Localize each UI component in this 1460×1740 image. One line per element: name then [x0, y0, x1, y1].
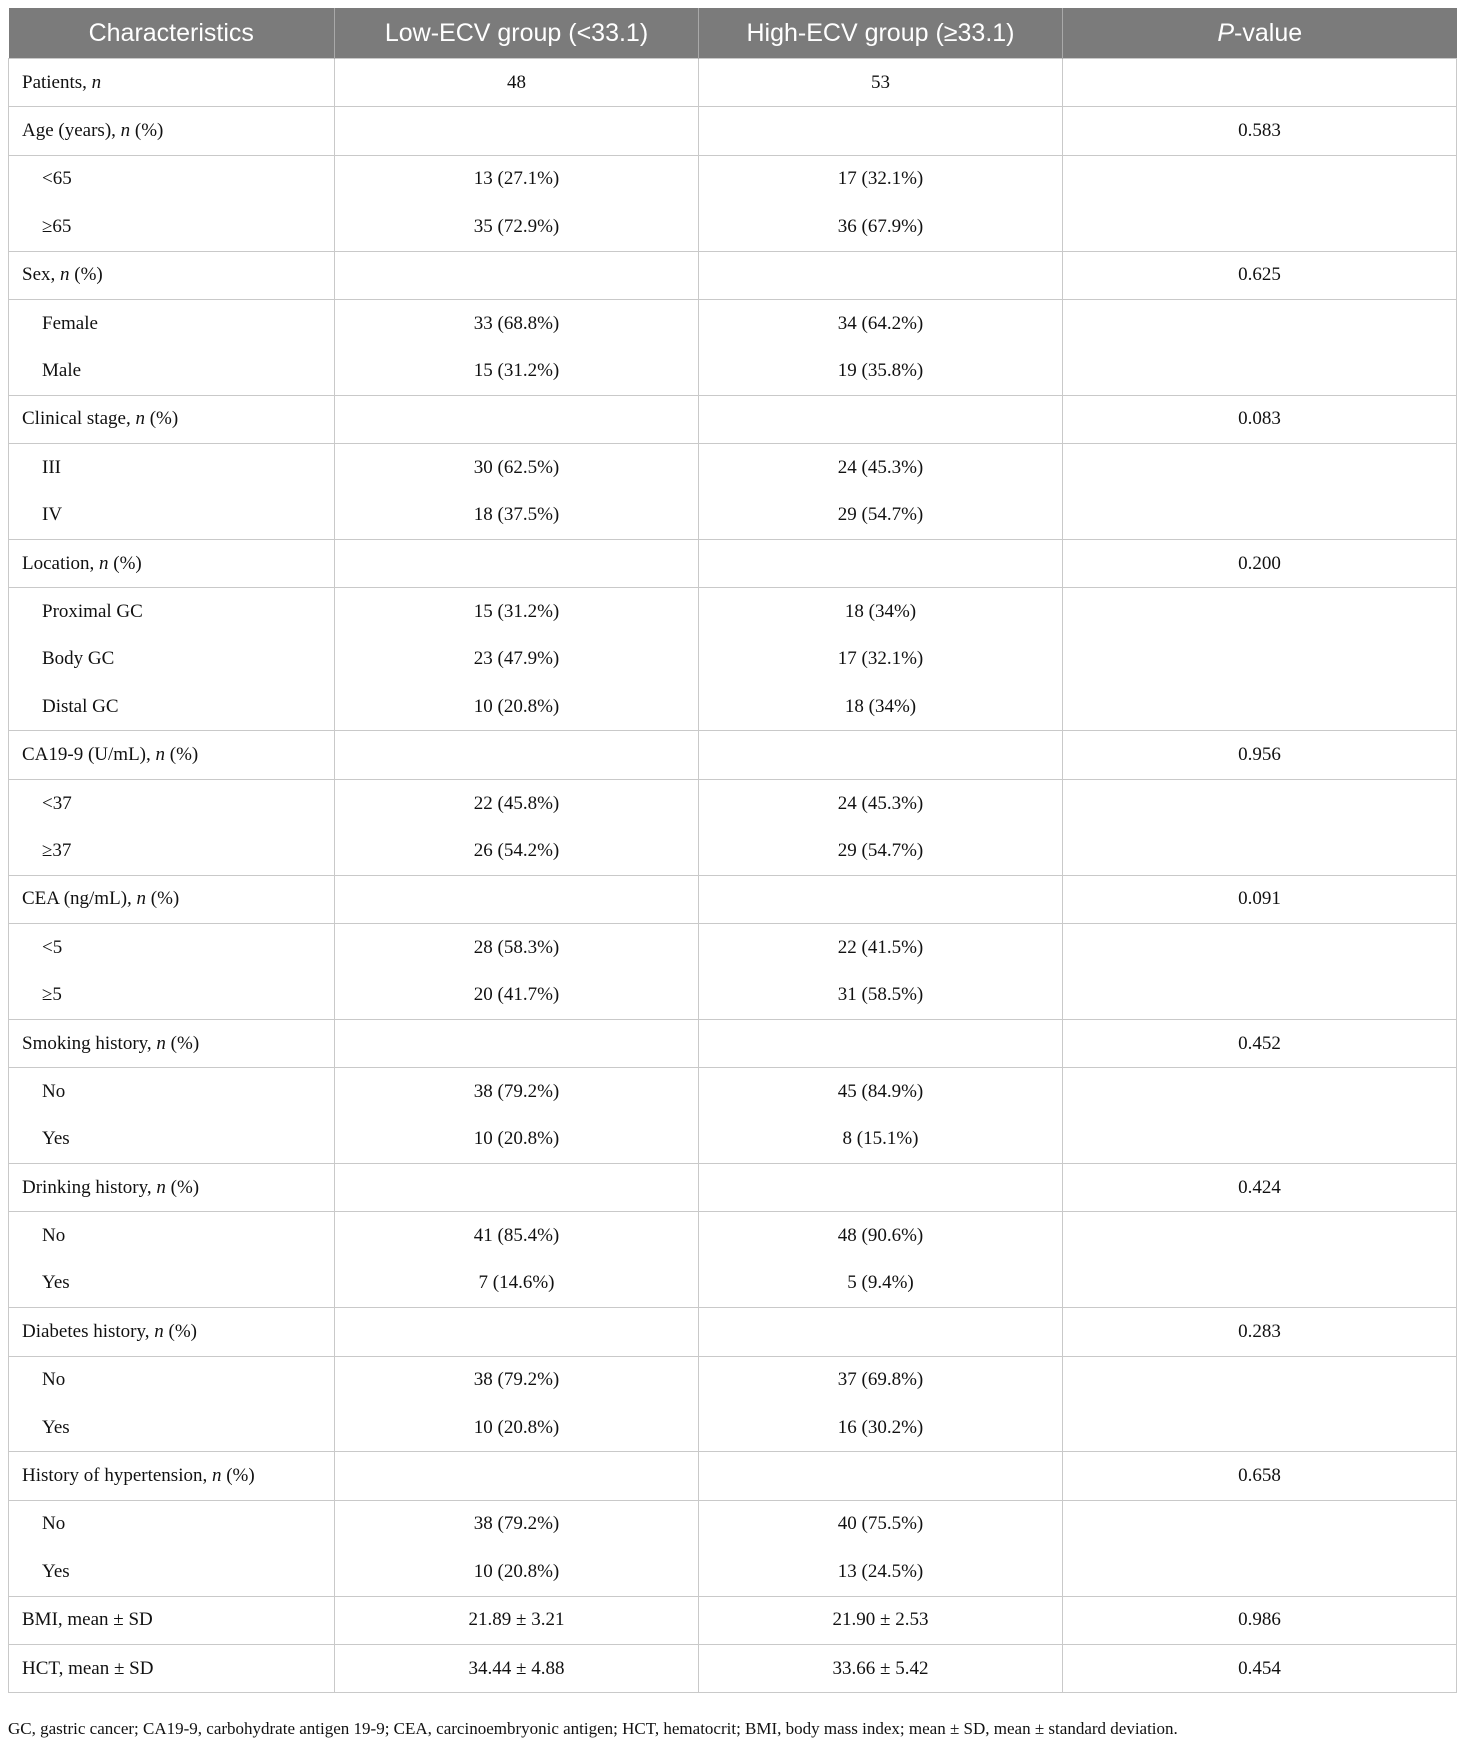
table-row [9, 1356, 1457, 1404]
high-ecv-cell: 19 (35.8%) [699, 347, 1063, 395]
row-label-italic: n [156, 1032, 166, 1054]
high-ecv-cell [699, 731, 1063, 779]
high-ecv-cell [699, 1019, 1063, 1067]
row-label-suffix: (%) [165, 1176, 200, 1198]
table-row [9, 971, 1457, 1019]
high-ecv-cell: 53 [699, 59, 1063, 107]
high-ecv-cell: 48 (90.6%) [699, 1212, 1063, 1260]
row-label-italic: n [120, 120, 131, 142]
low-ecv-cell: 34.44 ± 4.88 [335, 1644, 699, 1692]
high-ecv-cell [699, 539, 1063, 587]
row-label-text: Sex, [22, 264, 60, 286]
row-label [9, 924, 335, 972]
table-row [9, 1548, 1457, 1596]
table-footnote: GC, gastric cancer; CA19-9, carbohydrate antigen 19-9; CEA, carcinoembryonic antigen; HCT, hematocrit; BMI, body mass index; mean ± SD, mean ± standard deviation. [8, 1719, 1178, 1738]
table-row [9, 779, 1457, 827]
high-ecv-cell: 5 (9.4%) [699, 1260, 1063, 1308]
table-row [9, 1212, 1457, 1260]
low-ecv-cell: 10 (20.8%) [335, 683, 699, 731]
row-label [9, 347, 335, 395]
row-label [9, 1596, 335, 1644]
p-value-cell [1063, 1404, 1457, 1452]
row-label-text: Yes [42, 1272, 70, 1294]
row-label-italic: n [136, 888, 147, 910]
row-label-text: Body GC [42, 648, 115, 670]
p-value-cell [1063, 924, 1457, 972]
row-label [9, 636, 335, 683]
row-label-text: ≥65 [42, 215, 72, 237]
table-row [9, 395, 1457, 443]
low-ecv-cell: 22 (45.8%) [335, 779, 699, 827]
low-ecv-cell: 21.89 ± 3.21 [335, 1596, 699, 1644]
table-row [9, 731, 1457, 779]
row-label-text: CA19-9 (U/mL), [22, 744, 156, 766]
low-ecv-cell: 15 (31.2%) [335, 588, 699, 636]
p-value-cell [1063, 347, 1457, 395]
row-label-text: Proximal GC [42, 600, 143, 622]
high-ecv-cell: 13 (24.5%) [699, 1548, 1063, 1596]
low-ecv-cell [335, 395, 699, 443]
table-row [9, 875, 1457, 923]
row-label [9, 299, 335, 347]
table-row [9, 539, 1457, 587]
row-label [9, 395, 335, 443]
low-ecv-cell [335, 1163, 699, 1211]
row-label-italic: n [155, 744, 166, 766]
row-label-text: CEA (ng/mL), [22, 888, 137, 910]
low-ecv-cell: 38 (79.2%) [335, 1068, 699, 1116]
table-header-row [9, 8, 1457, 59]
row-label [9, 1500, 335, 1548]
row-label-italic: n [211, 1465, 222, 1487]
table-row [9, 636, 1457, 683]
p-value-cell: 0.583 [1063, 107, 1457, 155]
row-label-text: No [42, 1369, 66, 1391]
p-value-cell: 0.956 [1063, 731, 1457, 779]
row-label-text: No [42, 1080, 66, 1102]
row-label [9, 1404, 335, 1452]
high-ecv-cell: 33.66 ± 5.42 [699, 1644, 1063, 1692]
row-label-text: Male [42, 360, 82, 382]
header-characteristics: Characteristics [9, 8, 335, 59]
high-ecv-cell: 16 (30.2%) [699, 1404, 1063, 1452]
row-label-text: Yes [42, 1416, 70, 1438]
low-ecv-cell: 10 (20.8%) [335, 1548, 699, 1596]
row-label [9, 827, 335, 875]
low-ecv-cell: 38 (79.2%) [335, 1356, 699, 1404]
row-label-text: Drinking history, [22, 1176, 157, 1198]
low-ecv-cell: 23 (47.9%) [335, 636, 699, 683]
p-value-cell [1063, 827, 1457, 875]
table-row [9, 1404, 1457, 1452]
high-ecv-cell: 22 (41.5%) [699, 924, 1063, 972]
row-label-suffix: (%) [163, 1320, 198, 1342]
low-ecv-cell: 33 (68.8%) [335, 299, 699, 347]
row-label [9, 1548, 335, 1596]
high-ecv-cell: 34 (64.2%) [699, 299, 1063, 347]
high-ecv-cell: 40 (75.5%) [699, 1500, 1063, 1548]
table-row [9, 492, 1457, 540]
row-label [9, 1308, 335, 1356]
row-label-italic: n [99, 552, 109, 574]
low-ecv-cell: 38 (79.2%) [335, 1500, 699, 1548]
p-value-cell [1063, 1356, 1457, 1404]
p-value-cell [1063, 1548, 1457, 1596]
high-ecv-cell: 18 (34%) [699, 683, 1063, 731]
row-label-text: <5 [42, 936, 63, 958]
low-ecv-cell: 10 (20.8%) [335, 1404, 699, 1452]
row-label-italic: n [135, 408, 145, 430]
row-label-suffix: (%) [165, 1032, 200, 1054]
low-ecv-cell [335, 1019, 699, 1067]
low-ecv-cell: 7 (14.6%) [335, 1260, 699, 1308]
high-ecv-cell: 36 (67.9%) [699, 203, 1063, 251]
low-ecv-cell [335, 107, 699, 155]
row-label [9, 683, 335, 731]
high-ecv-cell: 17 (32.1%) [699, 155, 1063, 203]
table-row [9, 1116, 1457, 1164]
high-ecv-cell: 24 (45.3%) [699, 779, 1063, 827]
high-ecv-cell: 17 (32.1%) [699, 636, 1063, 683]
p-value-cell: 0.625 [1063, 251, 1457, 299]
row-label-suffix: (%) [108, 552, 142, 574]
row-label-text: No [42, 1225, 66, 1247]
p-value-cell [1063, 59, 1457, 107]
p-value-cell [1063, 1212, 1457, 1260]
row-label-text: Smoking history, [22, 1032, 157, 1054]
row-label-suffix: (%) [165, 744, 199, 766]
low-ecv-cell [335, 251, 699, 299]
table-row [9, 107, 1457, 155]
row-label [9, 1068, 335, 1116]
row-label-text: Female [42, 312, 98, 334]
high-ecv-cell: 24 (45.3%) [699, 444, 1063, 492]
high-ecv-cell: 45 (84.9%) [699, 1068, 1063, 1116]
row-label-italic: n [91, 71, 102, 93]
p-value-cell [1063, 1116, 1457, 1164]
row-label-text: ≥5 [42, 984, 62, 1006]
p-value-cell: 0.091 [1063, 875, 1457, 923]
row-label-text: ≥37 [42, 839, 72, 861]
table-row [9, 155, 1457, 203]
table-row [9, 299, 1457, 347]
row-label [9, 588, 335, 636]
row-label-text: IV [42, 504, 63, 526]
table-row [9, 683, 1457, 731]
table-row [9, 444, 1457, 492]
table-row [9, 1260, 1457, 1308]
row-label [9, 1452, 335, 1500]
p-value-cell [1063, 1068, 1457, 1116]
row-label-text: Patients, [22, 71, 92, 93]
low-ecv-cell: 15 (31.2%) [335, 347, 699, 395]
p-value-cell: 0.454 [1063, 1644, 1457, 1692]
row-label [9, 875, 335, 923]
low-ecv-cell [335, 731, 699, 779]
row-label [9, 1260, 335, 1308]
header-p-value [1063, 8, 1457, 59]
row-label-text: <37 [42, 792, 72, 814]
p-value-cell [1063, 492, 1457, 540]
row-label-text: Distal GC [42, 695, 119, 717]
table-row [9, 347, 1457, 395]
row-label [9, 155, 335, 203]
table-row [9, 1596, 1457, 1644]
low-ecv-cell: 10 (20.8%) [335, 1116, 699, 1164]
header-p-rest: -value [1234, 18, 1303, 47]
table-row [9, 1019, 1457, 1067]
table-row [9, 203, 1457, 251]
high-ecv-cell [699, 1163, 1063, 1211]
high-ecv-cell [699, 1308, 1063, 1356]
table-row [9, 588, 1457, 636]
table-row [9, 1068, 1457, 1116]
row-label-text: HCT, mean ± SD [22, 1657, 154, 1679]
row-label [9, 203, 335, 251]
row-label-text: Age (years), [22, 120, 121, 142]
p-value-cell [1063, 203, 1457, 251]
row-label-text: <65 [42, 168, 72, 190]
row-label [9, 539, 335, 587]
low-ecv-cell: 20 (41.7%) [335, 971, 699, 1019]
row-label-text: Location, [22, 552, 100, 574]
low-ecv-cell: 41 (85.4%) [335, 1212, 699, 1260]
row-label [9, 779, 335, 827]
row-label-suffix: (%) [144, 408, 179, 430]
p-value-cell: 0.986 [1063, 1596, 1457, 1644]
high-ecv-cell [699, 395, 1063, 443]
row-label-suffix: (%) [69, 264, 103, 286]
low-ecv-cell [335, 1308, 699, 1356]
row-label [9, 731, 335, 779]
p-value-cell: 0.283 [1063, 1308, 1457, 1356]
low-ecv-cell: 30 (62.5%) [335, 444, 699, 492]
row-label-italic: n [60, 264, 70, 286]
row-label [9, 1356, 335, 1404]
low-ecv-cell [335, 539, 699, 587]
high-ecv-cell: 37 (69.8%) [699, 1356, 1063, 1404]
table-row [9, 924, 1457, 972]
high-ecv-cell [699, 107, 1063, 155]
table-row [9, 1452, 1457, 1500]
row-label [9, 444, 335, 492]
row-label-suffix: (%) [130, 120, 164, 142]
row-label [9, 1019, 335, 1067]
p-value-cell [1063, 683, 1457, 731]
p-value-cell [1063, 299, 1457, 347]
low-ecv-cell: 13 (27.1%) [335, 155, 699, 203]
high-ecv-cell [699, 251, 1063, 299]
p-value-cell: 0.200 [1063, 539, 1457, 587]
table-row [9, 59, 1457, 107]
row-label-text: BMI, mean ± SD [22, 1609, 153, 1631]
p-value-cell: 0.424 [1063, 1163, 1457, 1211]
high-ecv-cell [699, 1452, 1063, 1500]
row-label-suffix: (%) [221, 1465, 255, 1487]
high-ecv-cell [699, 875, 1063, 923]
table-row [9, 1308, 1457, 1356]
table-row [9, 827, 1457, 875]
row-label [9, 1116, 335, 1164]
row-label [9, 1163, 335, 1211]
row-label [9, 971, 335, 1019]
low-ecv-cell: 35 (72.9%) [335, 203, 699, 251]
header-p-italic: P [1217, 18, 1235, 47]
table-row [9, 1163, 1457, 1211]
high-ecv-cell: 31 (58.5%) [699, 971, 1063, 1019]
table-body [9, 59, 1457, 1693]
row-label [9, 251, 335, 299]
p-value-cell [1063, 1260, 1457, 1308]
low-ecv-cell: 18 (37.5%) [335, 492, 699, 540]
table-row [9, 1644, 1457, 1692]
row-label-text: History of hypertension, [22, 1465, 212, 1487]
low-ecv-cell: 28 (58.3%) [335, 924, 699, 972]
row-label-text: Diabetes history, [22, 1320, 155, 1342]
low-ecv-cell [335, 1452, 699, 1500]
low-ecv-cell [335, 875, 699, 923]
row-label-suffix: (%) [146, 888, 180, 910]
row-label-italic: n [156, 1176, 166, 1198]
row-label [9, 492, 335, 540]
high-ecv-cell: 8 (15.1%) [699, 1116, 1063, 1164]
p-value-cell [1063, 779, 1457, 827]
p-value-cell [1063, 444, 1457, 492]
row-label-text: III [42, 456, 61, 478]
table-row [9, 1500, 1457, 1548]
row-label-text: Clinical stage, [22, 408, 136, 430]
header-high-ecv: High-ECV group (≥33.1) [699, 8, 1063, 59]
p-value-cell [1063, 636, 1457, 683]
p-value-cell [1063, 588, 1457, 636]
row-label [9, 59, 335, 107]
p-value-cell: 0.452 [1063, 1019, 1457, 1067]
p-value-cell: 0.658 [1063, 1452, 1457, 1500]
high-ecv-cell: 29 (54.7%) [699, 492, 1063, 540]
p-value-cell [1063, 155, 1457, 203]
p-value-cell: 0.083 [1063, 395, 1457, 443]
characteristics-table [8, 8, 1457, 1693]
table-row [9, 251, 1457, 299]
header-low-ecv: Low-ECV group (<33.1) [335, 8, 699, 59]
p-value-cell [1063, 1500, 1457, 1548]
row-label [9, 107, 335, 155]
low-ecv-cell: 26 (54.2%) [335, 827, 699, 875]
row-label [9, 1212, 335, 1260]
high-ecv-cell: 18 (34%) [699, 588, 1063, 636]
row-label-text: Yes [42, 1128, 70, 1150]
row-label-text: No [42, 1513, 66, 1535]
row-label-text: Yes [42, 1560, 70, 1582]
high-ecv-cell: 29 (54.7%) [699, 827, 1063, 875]
high-ecv-cell: 21.90 ± 2.53 [699, 1596, 1063, 1644]
row-label [9, 1644, 335, 1692]
low-ecv-cell: 48 [335, 59, 699, 107]
characteristics-table-container [8, 8, 1456, 1693]
p-value-cell [1063, 971, 1457, 1019]
row-label-italic: n [154, 1320, 164, 1342]
